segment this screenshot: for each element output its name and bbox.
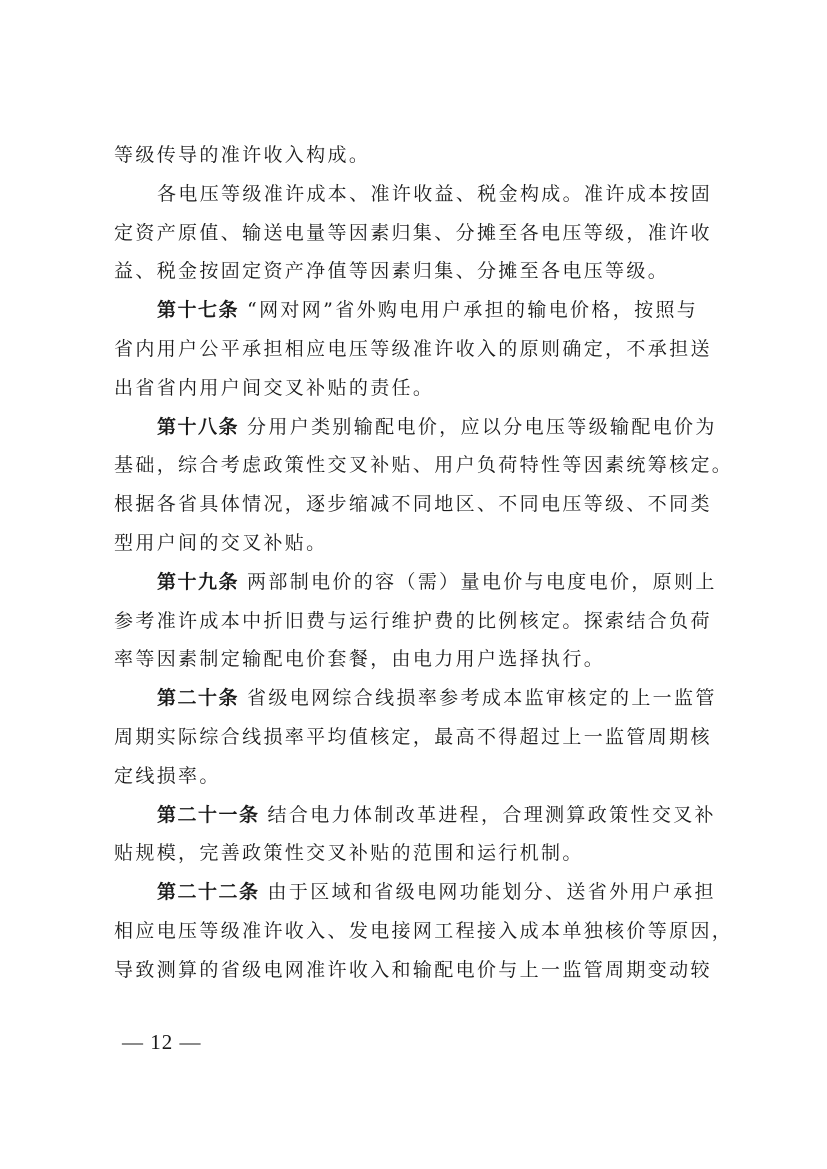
text-line: 等级传导的准许收入构成。 <box>114 144 371 166</box>
text-line: 相应电压等级准许收入、发电接网工程接入成本单独核价等原因， <box>114 919 734 942</box>
paragraph-voltage-levels: 各电压等级准许成本、准许收益、税金构成。准许成本按固 <box>157 182 713 205</box>
text-line: 定线损率。 <box>114 764 221 787</box>
article-heading: 第十七条 <box>157 299 240 322</box>
article-heading: 第二十条 <box>157 687 240 710</box>
text-line: 率等因素制定输配电价套餐，由电力用户选择执行。 <box>114 648 606 671</box>
text-line: 基础，综合考虑政策性交叉补贴、用户负荷特性等因素统筹核定。 <box>114 454 734 477</box>
article-20 <box>114 679 717 718</box>
text-line: 益、税金按固定资产净值等因素归集、分摊至各电压等级。 <box>114 260 670 283</box>
article-19 <box>114 563 717 602</box>
text-line: 定资产原值、输送电量等因素归集、分摊至各电压等级，准许收 <box>114 221 712 244</box>
article-text: 两部制电价的容（需）量电价与电度电价，原则上 <box>247 570 717 593</box>
text-line: 省内用户公平承担相应电压等级准许收入的原则确定，不承担送 <box>114 337 712 360</box>
article-heading: 第十八条 <box>157 415 240 438</box>
article-text: 分用户类别输配电价，应以分电压等级输配电价为 <box>247 415 717 438</box>
page-number: — 12 — <box>122 1030 202 1054</box>
text-line: 参考准许成本中折旧费与运行维护费的比例核定。探索结合负荷 <box>114 609 712 632</box>
text-line: 周期实际综合线损率平均值核定，最高不得超过上一监管周期核 <box>114 725 712 748</box>
article-21 <box>114 796 714 835</box>
article-22 <box>114 873 714 912</box>
article-text: “网对网”省外购电用户承担的输电价格，按照与 <box>247 299 699 322</box>
article-heading: 第二十二条 <box>157 881 260 904</box>
article-text: 由于区域和省级电网功能划分、送省外用户承担 <box>267 881 716 904</box>
text-line: 出省省内用户间交叉补贴的责任。 <box>114 376 435 399</box>
text-line: 导致测算的省级电网准许收入和输配电价与上一监管周期变动较 <box>114 958 712 981</box>
article-heading: 第十九条 <box>157 570 240 593</box>
article-18 <box>114 408 717 447</box>
document-page <box>114 136 734 990</box>
article-heading: 第二十一条 <box>157 803 260 826</box>
text-line: 贴规模，完善政策性交叉补贴的范围和运行机制。 <box>114 842 584 865</box>
article-text: 省级电网综合线损率参考成本监审核定的上一监管 <box>247 687 717 710</box>
text-line: 型用户间的交叉补贴。 <box>114 531 328 554</box>
text-line: 根据各省具体情况，逐步缩减不同地区、不同电压等级、不同类 <box>114 493 712 516</box>
article-17 <box>114 291 714 330</box>
article-text: 结合电力体制改革进程，合理测算政策性交叉补 <box>267 803 716 826</box>
